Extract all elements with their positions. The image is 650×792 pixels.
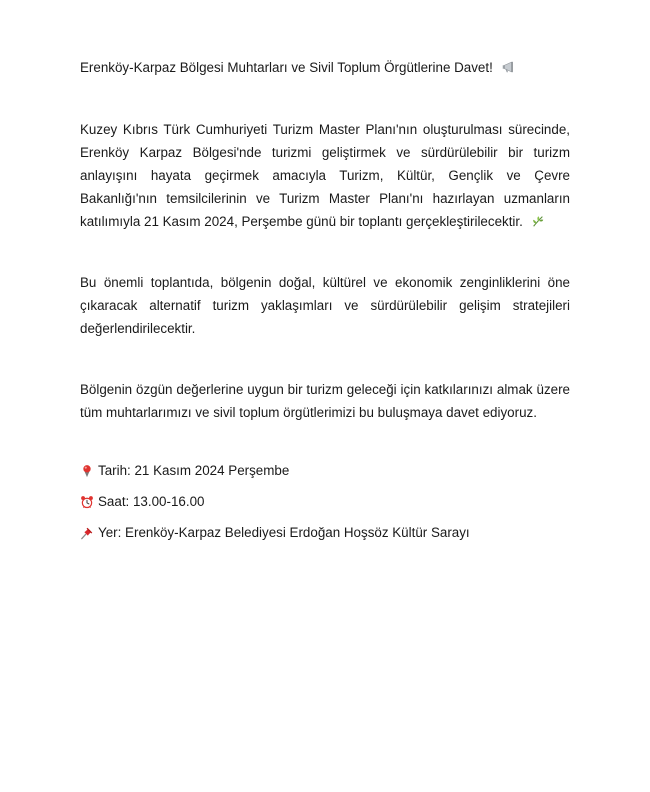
detail-date xyxy=(80,461,570,481)
herb-icon xyxy=(531,214,545,228)
round-pushpin-icon xyxy=(80,464,94,478)
detail-time xyxy=(80,492,570,512)
document-title xyxy=(80,58,570,78)
title-text: Erenköy-Karpaz Bölgesi Muhtarları ve Sivil Toplum Örgütlerine Davet! xyxy=(80,60,493,75)
detail-time-text: Saat: 13.00-16.00 xyxy=(98,494,205,509)
megaphone-icon xyxy=(501,60,515,74)
pushpin-icon xyxy=(80,526,94,540)
paragraph-intro-text: Kuzey Kıbrıs Türk Cumhuriyeti Turizm Master Planı'nın oluşturulması sürecinde, Erenköy Karpaz Bölgesi'nde turizmi geliştirmek ve sürdürülebilir bir turizm anlayışını hayata geçirmek amacıyla Turizm, Kültür, Gençlik ve Çevre Bakanlığı'nın temsilcilerinin ve Turizm Master Planı'nı hazırlayan uzmanların katılımıyla 21 Kasım 2024, Perşembe günü bir toplantı gerçekleştirilecektir. xyxy=(80,122,570,229)
paragraph-intro xyxy=(80,118,570,233)
detail-place-text: Yer: Erenköy-Karpaz Belediyesi Erdoğan Hoşsöz Kültür Sarayı xyxy=(98,525,470,540)
alarm-clock-icon xyxy=(80,495,94,509)
paragraph-meeting xyxy=(80,271,570,340)
paragraph-meeting-text: Bu önemli toplantıda, bölgenin doğal, kültürel ve ekonomik zenginliklerini öne çıkaracak alternatif turizm yaklaşımları ve sürdürülebilir gelişim stratejileri değerlendirilecektir. xyxy=(80,275,570,336)
paragraph-invitation-text: Bölgenin özgün değerlerine uygun bir turizm geleceği için katkılarınızı almak üzere tüm muhtarlarımızı ve sivil toplum örgütlerimizi bu buluşmaya davet ediyoruz. xyxy=(80,382,570,420)
paragraph-invitation xyxy=(80,378,570,424)
detail-date-text: Tarih: 21 Kasım 2024 Perşembe xyxy=(98,463,290,478)
detail-place xyxy=(80,523,570,543)
